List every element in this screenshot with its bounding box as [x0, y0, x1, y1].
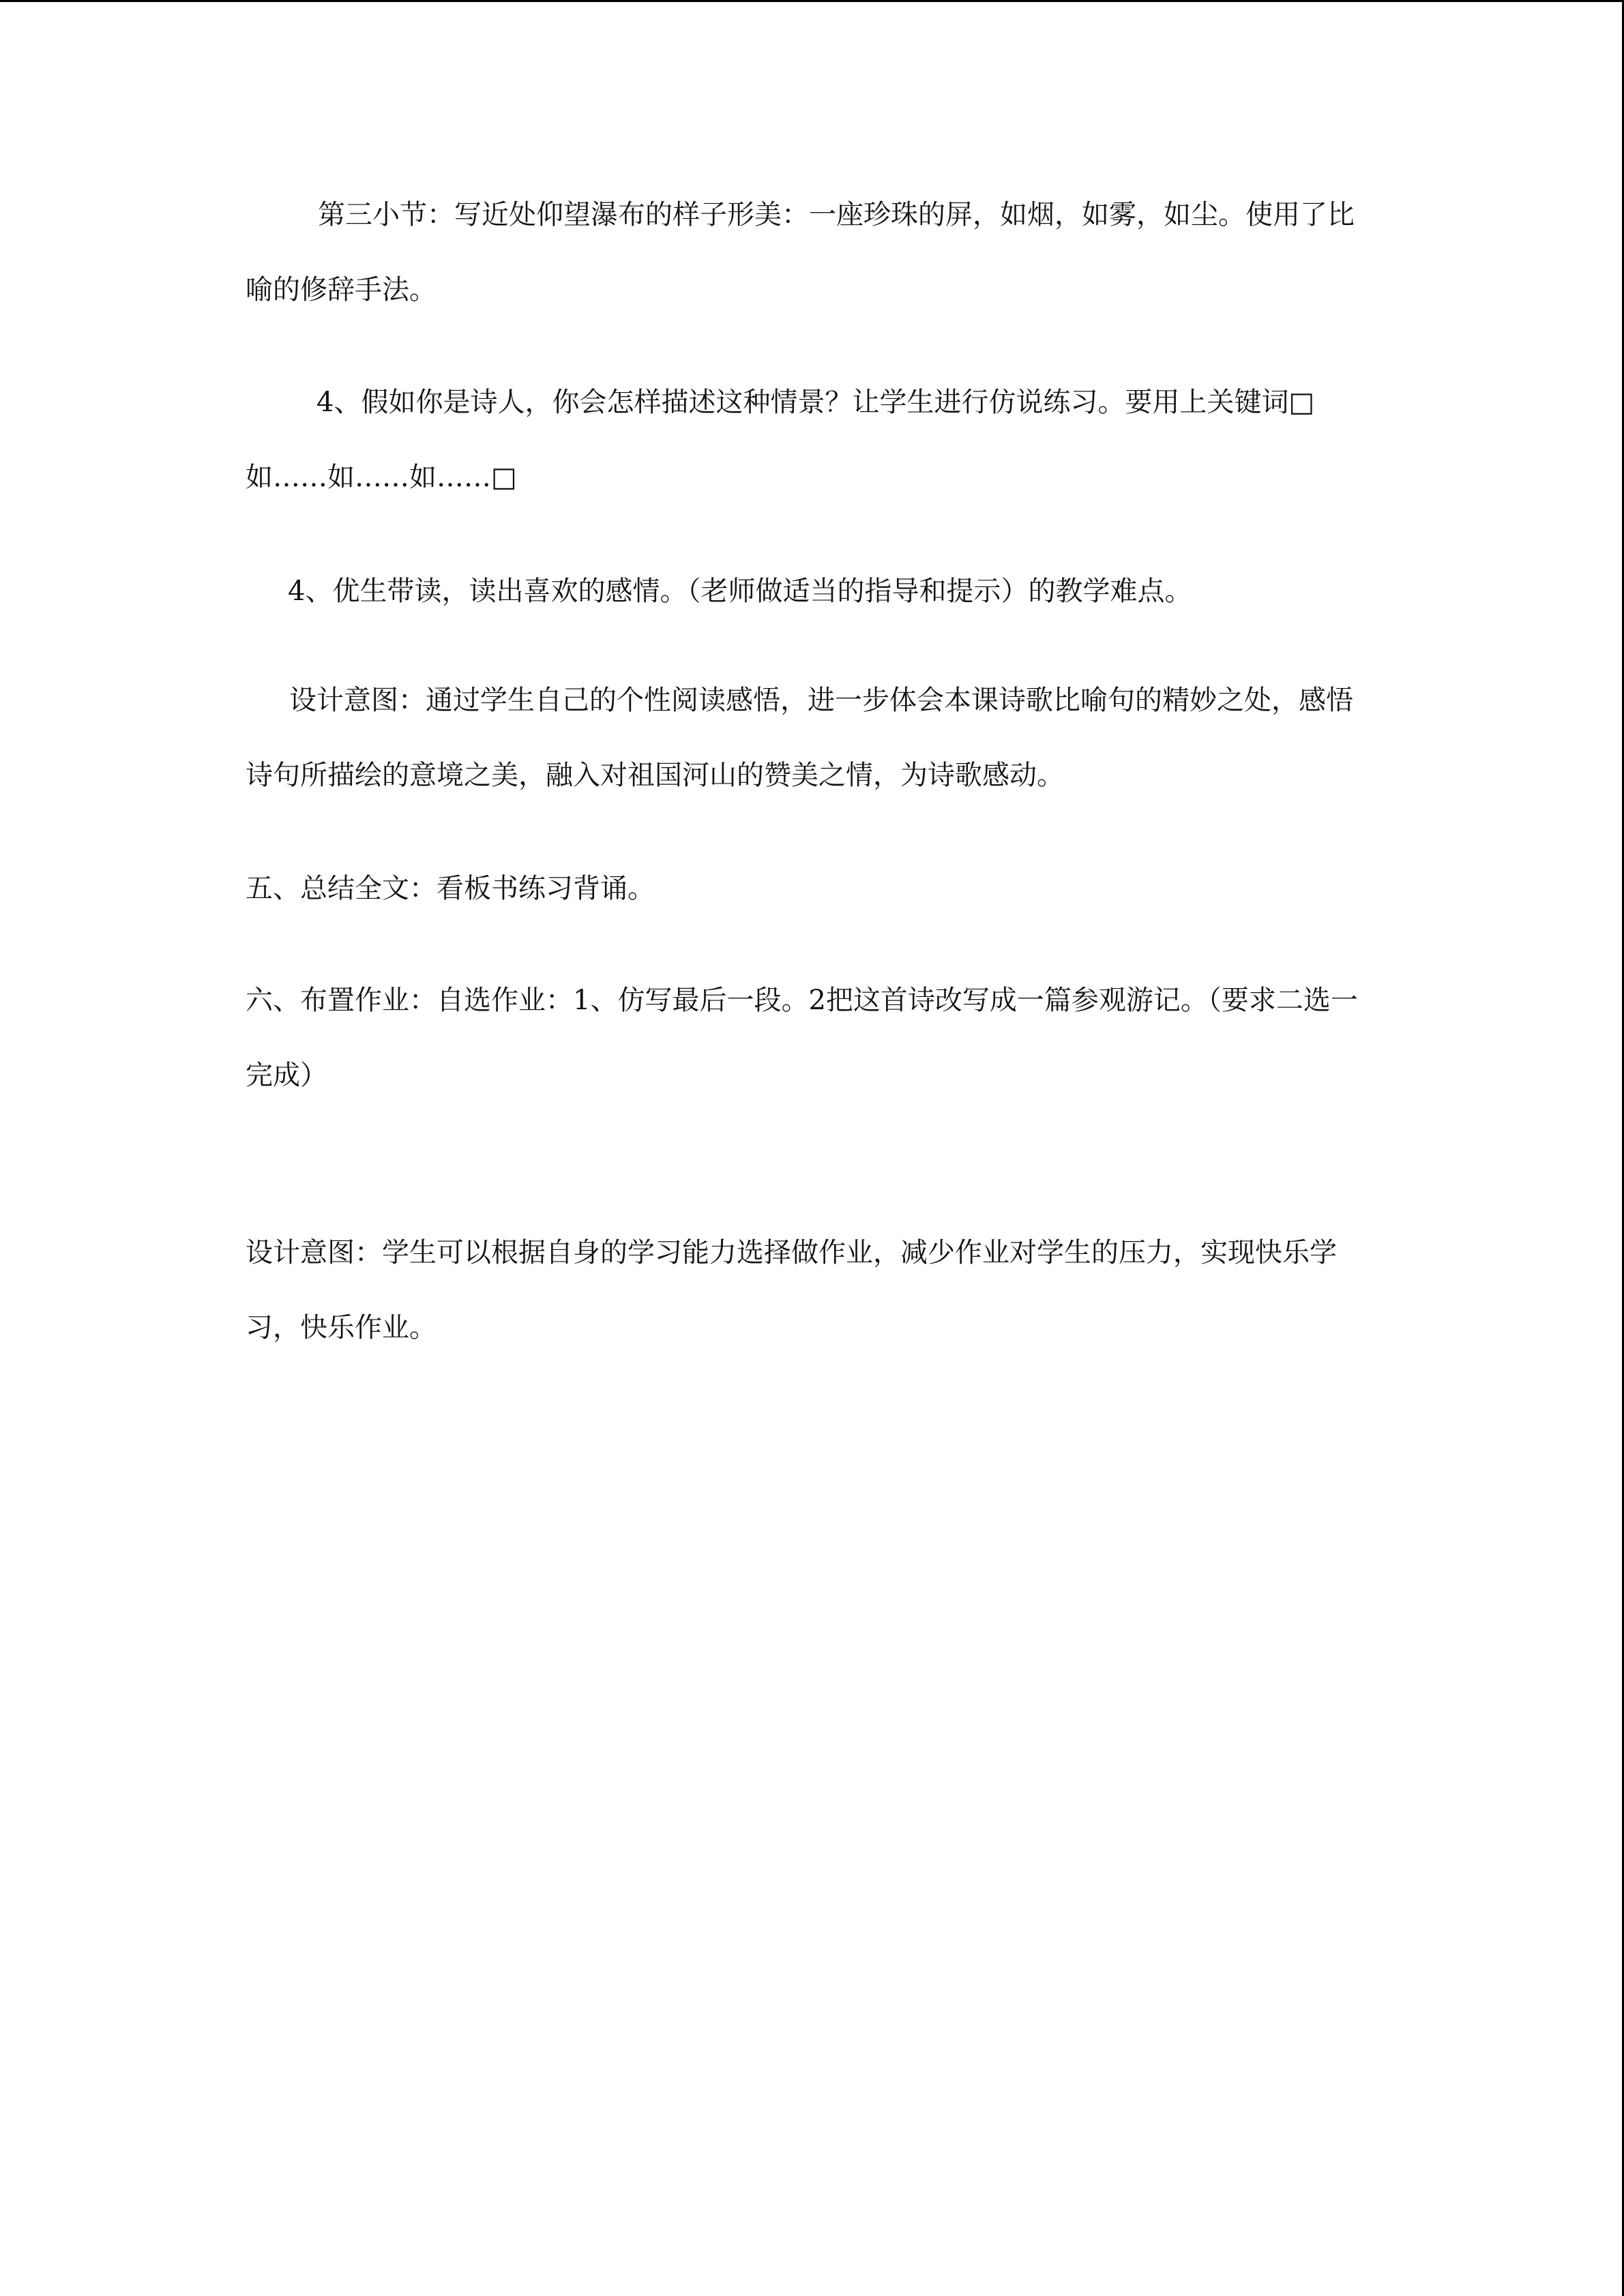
page-border-top: [0, 0, 1624, 2]
paragraph-summary: 五、总结全文：看板书练习背诵。: [246, 873, 655, 904]
paragraph-design-intent-two: 设计意图：学生可以根据自身的学习能力选择做作业，减少作业对学生的压力，实现快乐学习，快乐作业。: [246, 1237, 1337, 1343]
paragraph-section-three: 第三小节：写近处仰望瀑布的样子形美：一座珍珠的屏，如烟，如雾，如尘。使用了比喻的修辞手法。: [246, 199, 1355, 305]
paragraph-model-reading: 4、优生带读，读出喜欢的感情。（老师做适当的指导和提示）的教学难点。: [288, 576, 1192, 607]
paragraph-homework: 六、布置作业：自选作业：1、仿写最后一段。2把这首诗改写成一篇参观游记。（要求二选一完成）: [246, 985, 1358, 1091]
paragraph-imitation-exercise: 4、假如你是诗人，你会怎样描述这种情景？让学生进行仿说练习。要用上关键词□如……如……如……□: [246, 387, 1315, 493]
paragraph-design-intent-one: 设计意图：通过学生自己的个性阅读感悟，进一步体会本课诗歌比喻句的精妙之处，感悟诗句所描绘的意境之美，融入对祖国河山的赞美之情，为诗歌感动。: [246, 685, 1353, 791]
